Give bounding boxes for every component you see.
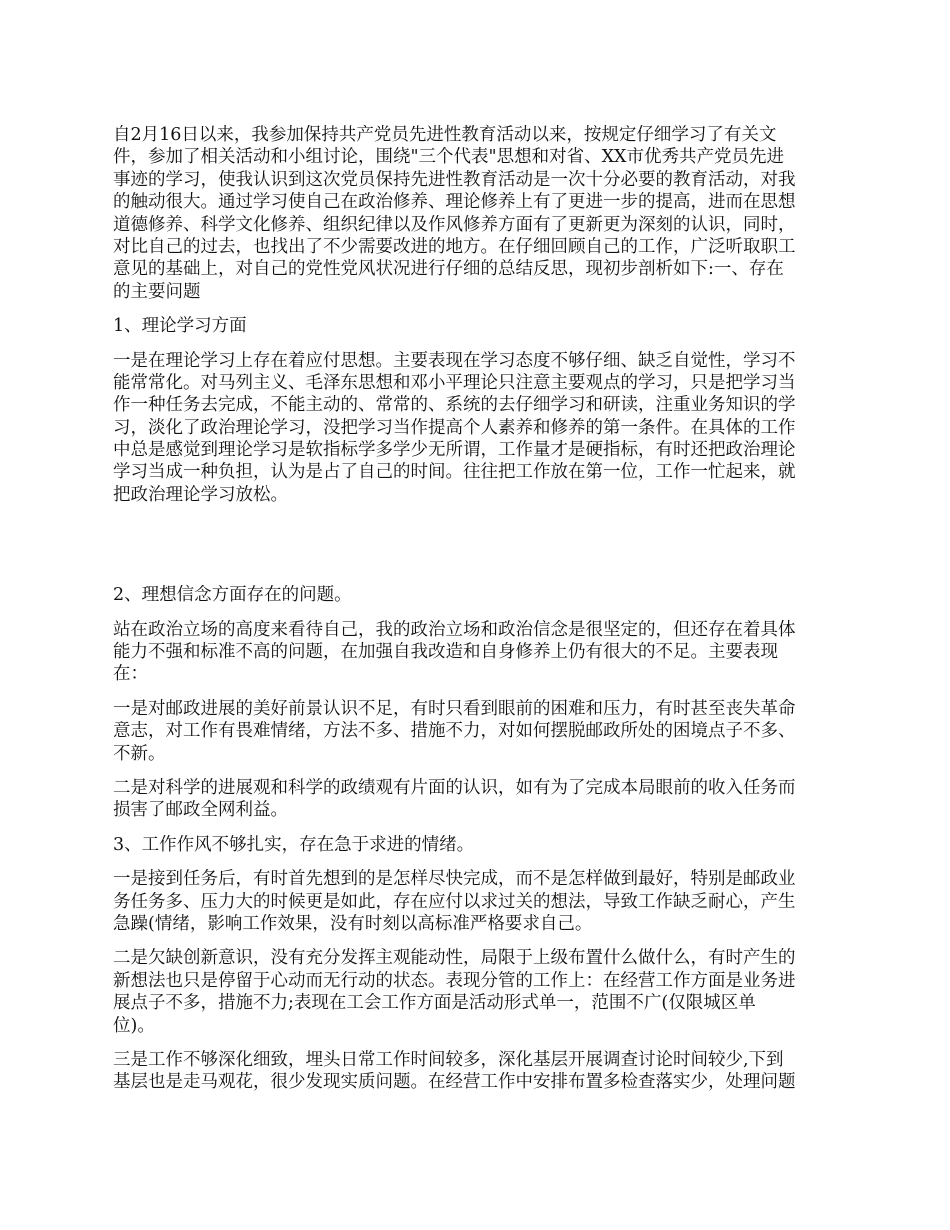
section3-paragraph-1 xyxy=(113,868,840,935)
text-line: 一是在理论学习上存在着应付思想。主要表现在学习态度不够仔细、缺乏自觉性，学习不 xyxy=(113,350,796,371)
text-line: 不新。 xyxy=(113,743,166,764)
text-line: 的触动很大。通过学习使自己在政治修养、理论修养上有了更进一步的提高，进而在思想 xyxy=(113,192,796,213)
text-line: 的主要问题 xyxy=(113,281,201,302)
text-line: 损害了邮政全网利益。 xyxy=(113,800,288,821)
section1-paragraph xyxy=(113,350,840,507)
text-line: 作一种任务去完成，不能主动的、常常的、系统的去仔细学习和研读，注重业务知识的学 xyxy=(113,395,796,416)
text-line: 事迹的学习，使我认识到这次党员保持先进性教育活动是一次十分必要的教育活动，对我 xyxy=(113,169,796,190)
text-line: 意志，对工作有畏难情绪，方法不多、措施不力，对如何摆脱邮政所处的困境点子不多、 xyxy=(113,721,796,742)
text-line: 意见的基础上，对自己的党性党风状况进行仔细的总结反思，现初步剖析如下:一、存在 xyxy=(113,259,784,280)
text-line: 道德修养、科学文化修养、组织纪律以及作风修养方面有了更新更为深刻的认识，同时， xyxy=(113,214,796,235)
heading-text: 2、理想信念方面存在的问题。 xyxy=(113,585,352,606)
section3-heading xyxy=(113,834,840,856)
text-line: 习，淡化了政治理论学习，没把学习当作提高个人素养和修养的第一条件。在具体的工作 xyxy=(113,417,796,438)
text-line: 能常常化。对马列主义、毛泽东思想和邓小平理论只注意主要观点的学习，只是把学习当 xyxy=(113,372,796,393)
text-line: 新想法也只是停留于心动而无行动的状态。表现分管的工作上：在经营工作方面是业务进 xyxy=(113,970,796,991)
section3-paragraph-2 xyxy=(113,947,840,1037)
section2-paragraph-1 xyxy=(113,619,840,686)
heading-text: 3、工作作风不够扎实，存在急于求进的情绪。 xyxy=(113,834,475,855)
text-line: 站在政治立场的高度来看待自己，我的政治立场和政治信念是很坚定的，但还存在着具体 xyxy=(113,619,796,640)
section2-paragraph-2 xyxy=(113,698,840,765)
section3-paragraph-3 xyxy=(113,1049,840,1094)
text-line: 位)。 xyxy=(113,1015,155,1036)
text-line: 学习当成一种负担，认为是占了自己的时间。往往把工作放在第一位，工作一忙起来，就 xyxy=(113,462,796,483)
text-line: 把政治理论学习放松。 xyxy=(113,484,288,505)
section2-paragraph-3 xyxy=(113,777,840,822)
text-line: 二是欠缺创新意识，没有充分发挥主观能动性，局限于上级布置什么做什么，有时产生的 xyxy=(113,948,796,969)
text-line: 自2月16日以来，我参加保持共产党员先进性教育活动以来，按规定仔细学习了有关文 xyxy=(113,125,777,145)
text-line: 三是工作不够深化细致，埋头日常工作时间较多，深化基层开展调查讨论时间较少,下到 xyxy=(113,1049,784,1070)
text-line: 基层也是走马观花，很少发现实质问题。在经营工作中安排布置多检查落实少，处理问题 xyxy=(113,1072,796,1093)
section1-heading xyxy=(113,315,840,337)
text-line: 一是接到任务后，有时首先想到的是怎样尽快完成，而不是怎样做到最好，特别是邮政业 xyxy=(113,869,796,890)
text-line: 中总是感觉到理论学习是软指标学多学少无所谓，工作量才是硬指标，有时还把政治理论 xyxy=(113,440,796,461)
text-line: 急躁(情绪，影响工作效果，没有时刻以高标准严格要求自己。 xyxy=(113,913,593,934)
text-line: 件，参加了相关活动和小组讨论，围绕"三个代表"思想和对省、XX市优秀共产党员先进 xyxy=(113,147,785,168)
intro-paragraph xyxy=(113,124,840,303)
text-line: 一是对邮政进展的美好前景认识不足，有时只看到眼前的困难和压力，有时甚至丧失革命 xyxy=(113,698,796,719)
section2-heading xyxy=(113,584,840,606)
document-body xyxy=(113,124,840,1094)
text-line: 二是对科学的进展观和科学的政绩观有片面的认识，如有为了完成本局眼前的收入任务而 xyxy=(113,777,796,798)
heading-text: 1、理论学习方面 xyxy=(113,316,247,337)
text-line: 务任务多、压力大的时候更是如此，存在应付以求过关的想法，导致工作缺乏耐心，产生 xyxy=(113,891,796,912)
text-line: 对比自己的过去，也找出了不少需要改进的地方。在仔细回顾自己的工作，广泛听取职工 xyxy=(113,236,796,257)
text-line: 展点子不多，措施不力;表现在工会工作方面是活动形式单一，范围不广(仅限城区单 xyxy=(113,993,756,1014)
text-line: 在： xyxy=(113,664,148,685)
text-line: 能力不强和标准不高的问题，在加强自我改造和自身修养上仍有很大的不足。主要表现 xyxy=(113,642,778,663)
